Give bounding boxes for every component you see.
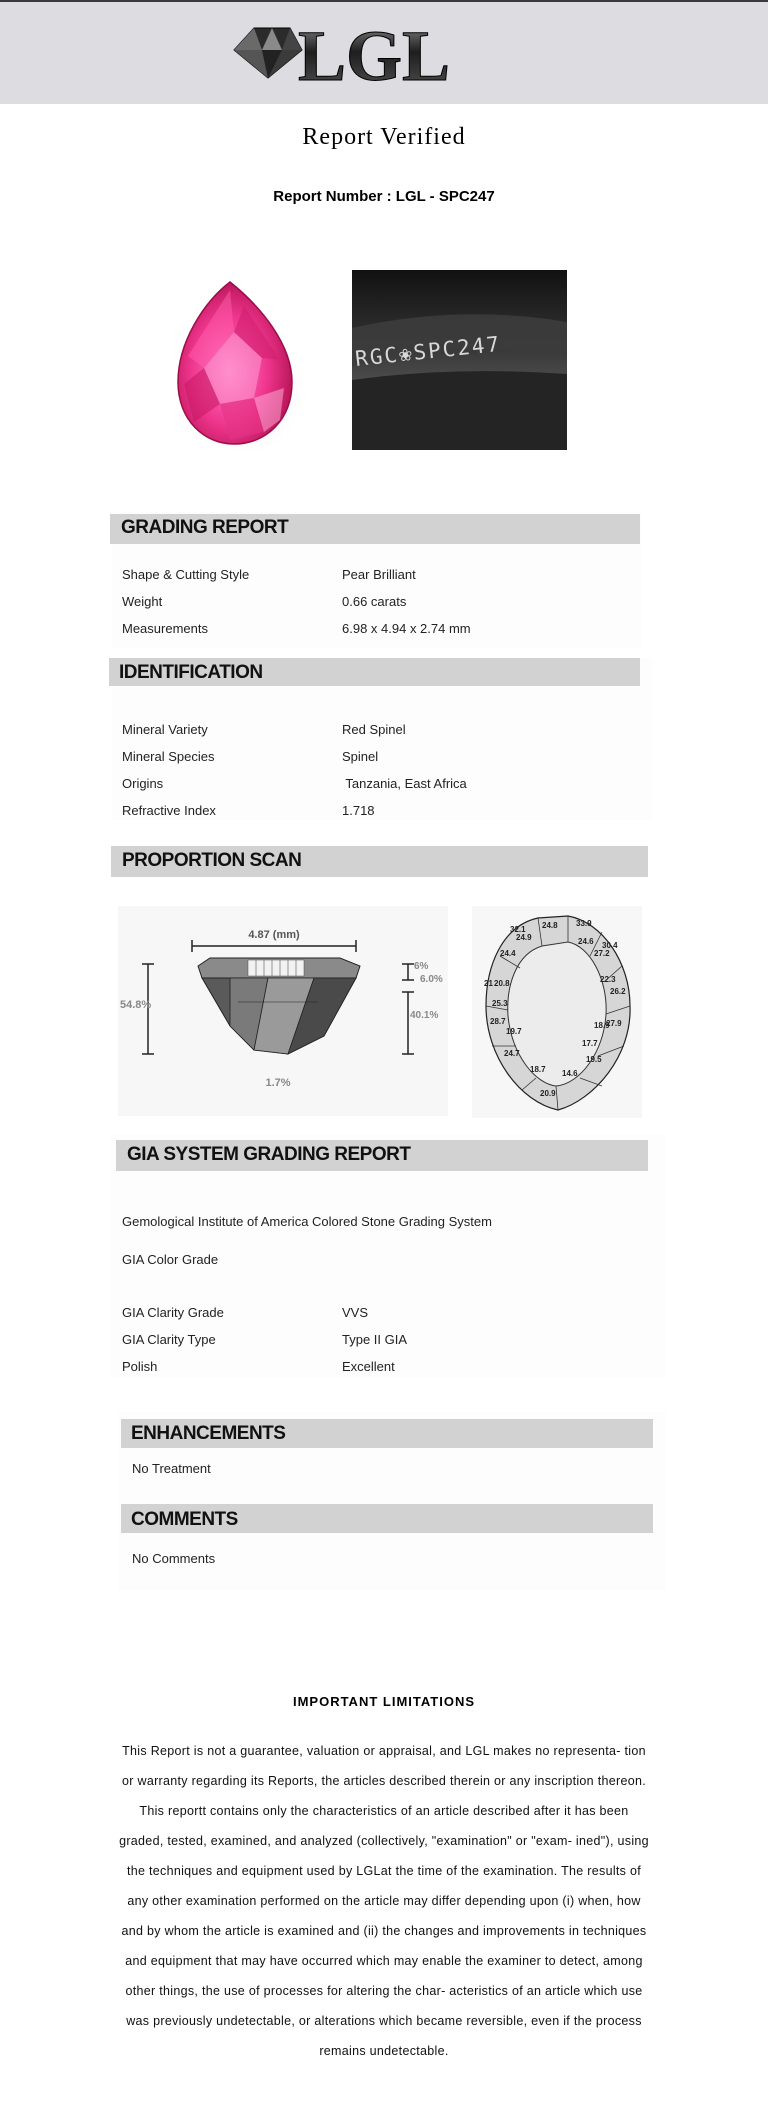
svg-text:54.8%: 54.8% [120, 999, 152, 1011]
gia-clarity-grade-value: VVS [342, 1305, 369, 1320]
gia-description: Gemological Institute of America Colored Stone Grading System [122, 1214, 492, 1229]
inscription-photo [352, 270, 567, 450]
svg-text:40.1%: 40.1% [410, 1010, 439, 1021]
proportion-scan-title: PROPORTION SCAN [122, 850, 302, 871]
origins-label: Origins [122, 776, 164, 791]
svg-text:21: 21 [484, 979, 493, 988]
svg-text:17.7: 17.7 [582, 1039, 598, 1048]
svg-text:18.9: 18.9 [594, 1021, 610, 1030]
shape-label: Shape & Cutting Style [122, 567, 250, 582]
weight-label: Weight [122, 594, 163, 609]
profile-diagram [118, 906, 448, 1116]
svg-text:24.9: 24.9 [516, 933, 532, 942]
enhancements-value: No Treatment [132, 1461, 211, 1476]
diamond-icon [234, 28, 302, 78]
limitations-text: This Report is not a guarantee, valuation or appraisal, and LGL makes no representa- tion or warranty regarding its Reports, the articles described therein or any inscription thereon. This reportt contains only the characteristics of an article described after it has been graded, tested, examined, and analyzed (collectively, "examination" or "exam- ined"), using the techniques and equipment used by LGLat the time of the examination. The results of any other examination performed on the article may differ depending upon (i) when, how and by whom the article is examined and (ii) the changes and improvements in techniques and equipment that may have occurred which may enable the examiner to detect, among other things, the use of processes for altering the char- acteristics of an article which use was previously undetectable, or alterations which became reversible, even if the process remains undetectable. [119, 1744, 649, 2058]
svg-text:6%: 6% [414, 961, 429, 972]
page-title: Report Verified [302, 124, 466, 150]
lgl-logo [232, 14, 492, 96]
gia-clarity-grade-label: GIA Clarity Grade [122, 1305, 224, 1320]
gemstone-photo [134, 272, 326, 460]
svg-text:28.7: 28.7 [490, 1017, 506, 1026]
gia-title: GIA SYSTEM GRADING REPORT [127, 1144, 411, 1165]
comments-title: COMMENTS [131, 1509, 238, 1530]
grading-report-title: GRADING REPORT [121, 517, 289, 538]
polish-label: Polish [122, 1359, 158, 1374]
gia-clarity-type-label: GIA Clarity Type [122, 1332, 216, 1347]
svg-text:14.6: 14.6 [562, 1069, 578, 1078]
shape-value: Pear Brilliant [342, 567, 416, 582]
svg-text:RGC❀SPC247: RGC❀SPC247 [354, 331, 503, 371]
svg-text:24.8: 24.8 [542, 921, 558, 930]
measurements-label: Measurements [122, 621, 208, 636]
enhancements-title: ENHANCEMENTS [131, 1423, 286, 1444]
origins-value: Tanzania, East Africa [342, 776, 467, 791]
svg-text:1.7%: 1.7% [265, 1077, 291, 1089]
svg-text:32.1: 32.1 [510, 925, 526, 934]
comments-value: No Comments [132, 1551, 216, 1566]
svg-text:24.7: 24.7 [504, 1049, 520, 1058]
svg-text:6.0%: 6.0% [420, 974, 443, 985]
svg-text:19.5: 19.5 [586, 1055, 602, 1064]
svg-text:18.7: 18.7 [530, 1065, 546, 1074]
report-number: Report Number : LGL - SPC247 [273, 188, 495, 205]
svg-text:20.8: 20.8 [494, 979, 510, 988]
svg-text:30.4: 30.4 [602, 941, 618, 950]
measurements-value: 6.98 x 4.94 x 2.74 mm [342, 621, 471, 636]
identification-title: IDENTIFICATION [119, 662, 263, 683]
limitations-title: IMPORTANT LIMITATIONS [292, 1694, 476, 1709]
svg-text:25.3: 25.3 [492, 999, 508, 1008]
gia-clarity-type-value: Type II GIA [342, 1332, 408, 1347]
mineral-species-label: Mineral Species [122, 749, 215, 764]
polish-value: Excellent [342, 1359, 395, 1374]
mineral-species-value: Spinel [342, 749, 379, 764]
svg-text:22.3: 22.3 [600, 975, 616, 984]
svg-text:LGL: LGL [298, 16, 451, 96]
gia-color-grade-label: GIA Color Grade [122, 1252, 219, 1267]
refractive-index-label: Refractive Index [122, 803, 216, 818]
svg-text:27.9: 27.9 [606, 1019, 622, 1028]
svg-text:33.9: 33.9 [576, 919, 592, 928]
mineral-variety-value: Red Spinel [342, 722, 406, 737]
mineral-variety-label: Mineral Variety [122, 722, 208, 737]
svg-text:24.6: 24.6 [578, 937, 594, 946]
svg-text:24.4: 24.4 [500, 949, 516, 958]
refractive-index-value: 1.718 [342, 803, 375, 818]
top-view-diagram [472, 906, 642, 1118]
weight-value: 0.66 carats [342, 594, 407, 609]
svg-text:27.2: 27.2 [594, 949, 610, 958]
svg-text:20.9: 20.9 [540, 1089, 556, 1098]
svg-text:19.7: 19.7 [506, 1027, 522, 1036]
svg-text:4.87 (mm): 4.87 (mm) [248, 929, 300, 941]
svg-text:26.2: 26.2 [610, 987, 626, 996]
